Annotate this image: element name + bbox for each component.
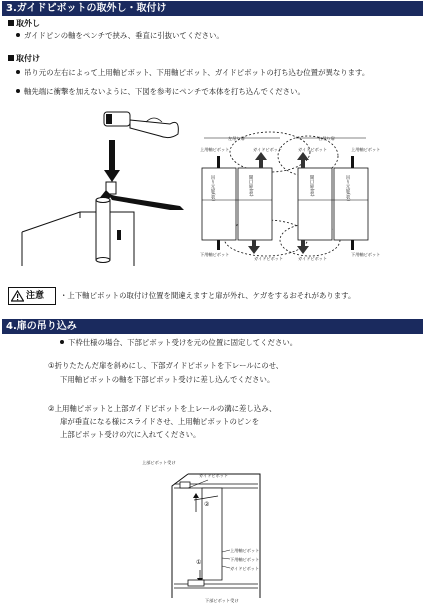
door-layout-diagram: [196, 130, 396, 262]
bottom-pivot-label-left: 下用軸ピボット: [200, 252, 230, 257]
step1-number: ①: [196, 559, 202, 566]
top-pivot-label-left: 上用軸ピボット: [200, 147, 230, 152]
attach-instruction-2: [16, 87, 305, 97]
square-bullet-icon: [8, 20, 14, 26]
bottom-pivot-label: 下用軸ピボット: [230, 557, 260, 562]
remove-title-text: 取外し: [16, 19, 40, 28]
step1-line1: ①折りたたんだ扉を斜めにし、下部ガイドピボットを下レールにのせ、: [48, 361, 284, 370]
hanging-intro: [60, 338, 297, 348]
attach-instruction-1-text: 吊り元の左右によって上用軸ピボット、下用軸ピボット、ガイドピボットの打ち込む位置が異なります。: [24, 68, 370, 77]
warning-triangle-icon: [11, 290, 24, 302]
square-bullet-icon: [8, 55, 14, 61]
caution-box: [8, 287, 56, 305]
section-header-guide-pivot: 3.ガイドピボットの取外し・取付け: [2, 1, 423, 16]
remove-instruction: [16, 31, 224, 41]
attach-title-text: 取付け: [16, 54, 40, 63]
guide-pivot-label-top-right: ガイドピボット: [298, 147, 328, 152]
attach-title: [8, 54, 40, 64]
guide-pivot-label-bottom-left: ガイドピボット: [254, 256, 284, 261]
panel-open-right: 開口扉(表): [309, 175, 314, 197]
caution-text: ・上下軸ピボットの取付け位置を間違えますと扉が外れ、ケガをするおそれがあります。: [60, 291, 356, 300]
section-header-door-hanging: 4.扉の吊り込み: [2, 319, 423, 334]
remove-instruction-text: ガイドピンの軸をペンチで挟み、垂直に引抜いてください。: [24, 31, 224, 40]
left-hinge-label: 左吊り扉: [228, 136, 245, 141]
guide-pivot-label-top-left: ガイドピボット: [253, 147, 283, 152]
door-hanging-diagram: [160, 466, 270, 602]
step2-number: ②: [204, 501, 210, 508]
top-pivot-label-right: 上用軸ピボット: [351, 147, 381, 152]
panel-open-left: 開口扉(表): [248, 175, 253, 197]
guide-pivot-label-bottom-right: ガイドピボット: [298, 256, 328, 261]
step1-line2: 下用軸ピボットの軸を下部ピボット受けに差し込んでください。: [60, 375, 275, 384]
panel-hinge-right: 吊り元扉(表): [345, 175, 350, 202]
attach-instruction-1: [16, 68, 369, 78]
guide-pivot-top-label: ガイドピボット: [199, 473, 229, 478]
top-pivot-label: 上用軸ピボット: [230, 548, 260, 553]
bottom-receiver-label: 下部ピボット受け: [205, 598, 239, 603]
step2-line3: 上部ピボット受けの穴に入れてください。: [60, 430, 201, 439]
step2-line2: 扉が垂直になる様にスライドさせ、上用軸ピボットのピンを: [60, 417, 260, 426]
hanging-intro-text: 下枠仕様の場合、下部ピボット受けを元の位置に固定してください。: [68, 338, 298, 347]
hammer-pliers-illustration: [20, 100, 200, 270]
step2-line1: ②上用軸ピボットと上部ガイドピボットを上レールの溝に差し込み、: [48, 404, 277, 413]
right-hinge-label: 右吊り扉: [318, 136, 335, 141]
bottom-guide-label: ガイドピボット: [230, 566, 260, 571]
bottom-pivot-label-right: 下用軸ピボット: [351, 252, 381, 257]
panel-hinge-left: 吊り元扉(表): [210, 175, 215, 202]
top-receiver-label: 上部ピボット受け: [142, 460, 176, 465]
caution-label: 注意: [26, 291, 45, 301]
attach-instruction-2-text: 軸先端に衝撃を加えないように、下図を参考にペンチで本体を打ち込んでください。: [24, 87, 305, 96]
remove-title: [8, 19, 40, 29]
